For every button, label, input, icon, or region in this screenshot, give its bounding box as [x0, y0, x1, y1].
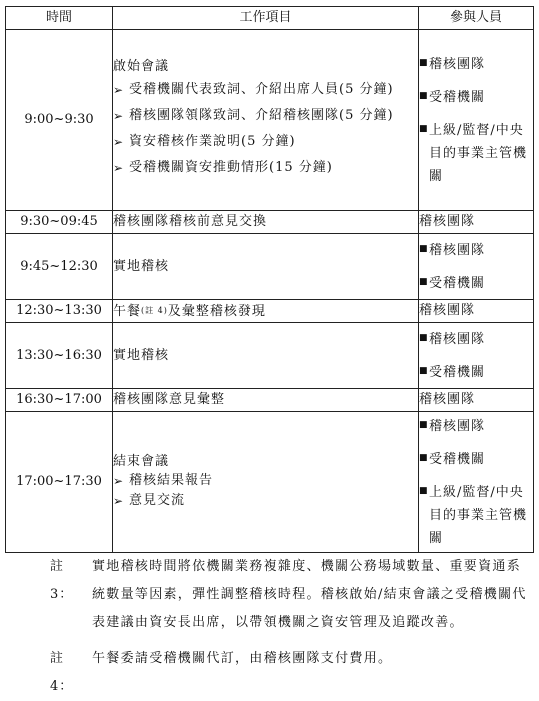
participant: ■ 稽核團隊: [419, 328, 533, 351]
participant: ■ 稽核團隊: [419, 53, 533, 76]
work-cell: [113, 30, 419, 211]
who-cell: 稽核團隊: [419, 389, 534, 412]
square-bullet-icon: ■: [419, 244, 428, 254]
meeting-title: 結束會議: [113, 454, 170, 469]
header-who: 參與人員: [419, 7, 534, 30]
square-bullet-icon: ■: [419, 420, 428, 430]
square-bullet-icon: ■: [419, 333, 428, 343]
time-cell: 12:30~13:30: [6, 300, 113, 323]
who-cell: [419, 323, 534, 389]
who-cell: [419, 412, 534, 553]
footnote: [50, 553, 530, 637]
footnote: [50, 645, 530, 701]
participant: ■ 受稽機關: [419, 86, 533, 109]
square-bullet-icon: ■: [419, 277, 428, 287]
square-bullet-icon: ■: [419, 58, 428, 68]
list-item: ➢ 稽核團隊領隊致詞、介紹稽核團隊(5 分鐘): [113, 104, 418, 128]
arrow-icon: ➢: [113, 109, 124, 123]
square-bullet-icon: ■: [419, 453, 428, 463]
time-cell: 9:00~9:30: [6, 30, 113, 211]
table-row: [6, 412, 534, 553]
participant: ■ 上級/監督/中央目的事業主管機關: [419, 119, 533, 188]
table-row: [6, 323, 534, 389]
participant: ■ 受稽機關: [419, 361, 533, 384]
participant: ■ 受稽機關: [419, 448, 533, 471]
table-row: [6, 211, 534, 234]
time-cell: 13:30~16:30: [6, 323, 113, 389]
arrow-icon: ➢: [113, 474, 124, 488]
footnote-text: 午餐委請受稽機關代訂，由稽核團隊支付費用。: [92, 651, 393, 666]
list-item: ➢ 資安稽核作業說明(5 分鐘): [113, 130, 418, 154]
arrow-icon: ➢: [113, 161, 124, 175]
time-cell: 16:30~17:00: [6, 389, 113, 412]
who-cell: [419, 234, 534, 300]
work-cell: [113, 412, 419, 553]
header-work: 工作項目: [113, 7, 419, 30]
footnote-ref: (註 4): [141, 305, 168, 315]
table-row: [6, 30, 534, 211]
footnote-label: 註 3：: [50, 559, 74, 602]
schedule-table: [5, 6, 534, 553]
time-cell: 17:00~17:30: [6, 412, 113, 553]
list-item: ➢ 受稽機關資安推動情形(15 分鐘): [113, 156, 418, 180]
square-bullet-icon: ■: [419, 486, 428, 496]
arrow-icon: ➢: [113, 494, 124, 508]
table-row: [6, 300, 534, 323]
participant: ■ 稽核團隊: [419, 239, 533, 262]
meeting-title: 啟始會議: [113, 59, 170, 74]
participant: ■ 上級/監督/中央目的事業主管機關: [419, 481, 533, 550]
participant: ■ 稽核團隊: [419, 415, 533, 438]
work-cell: 稽核團隊稽核前意見交換: [113, 211, 419, 234]
arrow-icon: ➢: [113, 135, 124, 149]
header-row: [6, 7, 534, 30]
work-cell: 實地稽核: [113, 234, 419, 300]
who-cell: [419, 30, 534, 211]
list-item: ➢ 意見交流: [113, 491, 418, 511]
who-cell: 稽核團隊: [419, 300, 534, 323]
footnote-label: 註 4：: [50, 651, 74, 694]
table-row: [6, 234, 534, 300]
footnotes: [50, 553, 530, 701]
header-time: 時間: [6, 7, 113, 30]
participant: ■ 受稽機關: [419, 272, 533, 295]
square-bullet-icon: ■: [419, 124, 428, 134]
work-cell: 實地稽核: [113, 323, 419, 389]
time-cell: 9:30~09:45: [6, 211, 113, 234]
work-cell: 稽核團隊意見彙整: [113, 389, 419, 412]
square-bullet-icon: ■: [419, 91, 428, 101]
work-cell: 午餐$^{(註 4)}$及彙整稽核發現: [113, 300, 419, 323]
time-cell: 9:45~12:30: [6, 234, 113, 300]
list-item: ➢ 稽核結果報告: [113, 471, 418, 491]
footnote-text: 實地稽核時間將依機關業務複雜度、機關公務場域數量、重要資通系統數量等因素，彈性調整稽核時程。稽核啟始/結束會議之受稽機關代表建議由資安長出席，以帶領機關之資安管理及追蹤改善。: [92, 559, 527, 630]
table-row: [6, 389, 534, 412]
arrow-icon: ➢: [113, 83, 124, 97]
square-bullet-icon: ■: [419, 366, 428, 376]
list-item: ➢ 受稽機關代表致詞、介紹出席人員(5 分鐘): [113, 78, 418, 102]
who-cell: 稽核團隊: [419, 211, 534, 234]
